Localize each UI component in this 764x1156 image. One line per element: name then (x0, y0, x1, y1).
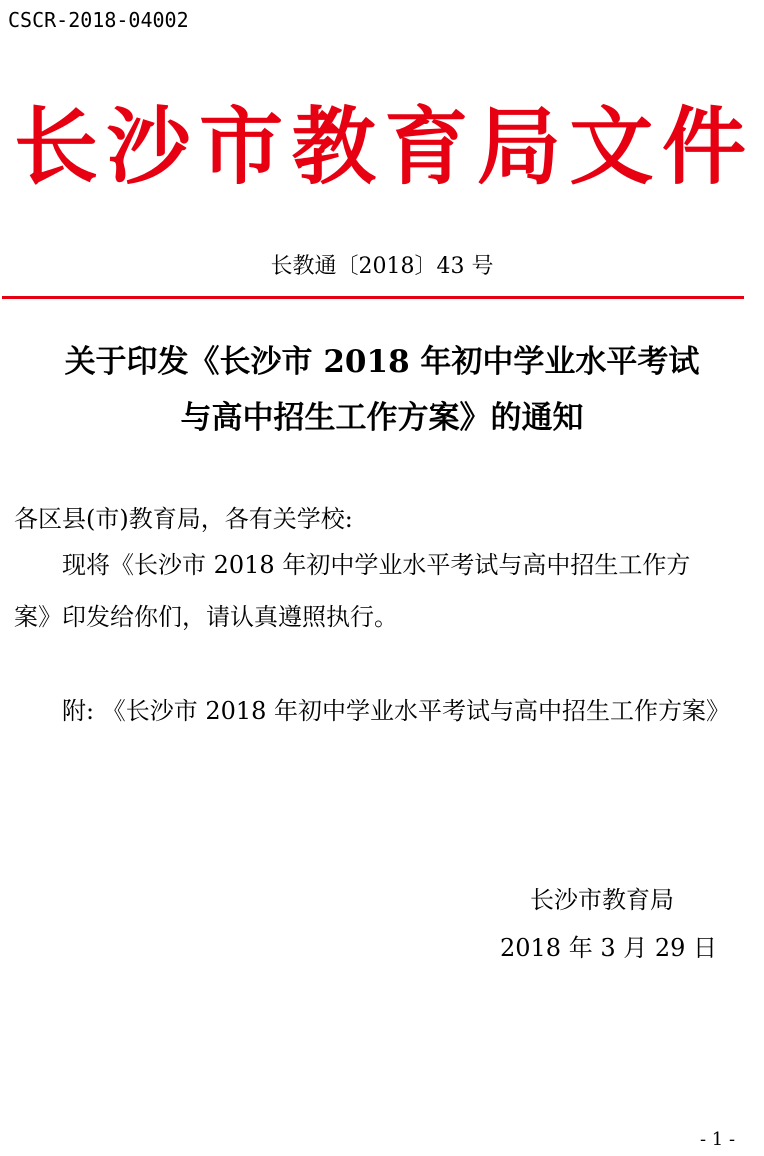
notice-title-line-1: 关于印发《长沙市 2018 年初中学业水平考试 (64, 344, 700, 380)
document-header (0, 92, 764, 202)
notice-title-line-2: 与高中招生工作方案》的通知 (180, 400, 584, 436)
header-char: 沙 (106, 97, 191, 196)
body-paragraph-line-2: 案》印发给你们，请认真遵照执行。 (14, 603, 398, 631)
red-divider (2, 296, 744, 299)
attachment-note: 附: 《长沙市 2018 年初中学业水平考试与高中招生工作方案》 (62, 697, 731, 725)
page-number: - 1 - (700, 1129, 736, 1150)
document-code: CSCR-2018-04002 (8, 8, 189, 32)
header-char: 件 (661, 97, 746, 196)
header-char: 教 (291, 97, 376, 196)
issue-date: 2018 年 3 月 29 日 (500, 934, 718, 962)
body-paragraph-line-1: 现将《长沙市 2018 年初中学业水平考试与高中招生工作方 (62, 551, 691, 579)
issuer-signature: 长沙市教育局 (530, 886, 674, 914)
salutation: 各区县(市)教育局，各有关学校: (14, 505, 353, 533)
header-char: 市 (199, 97, 284, 196)
header-char: 育 (384, 97, 469, 196)
header-char: 局 (476, 97, 561, 196)
header-char: 长 (14, 97, 99, 196)
document-number: 长教通〔2018〕43 号 (270, 254, 494, 279)
header-char: 文 (569, 97, 654, 196)
